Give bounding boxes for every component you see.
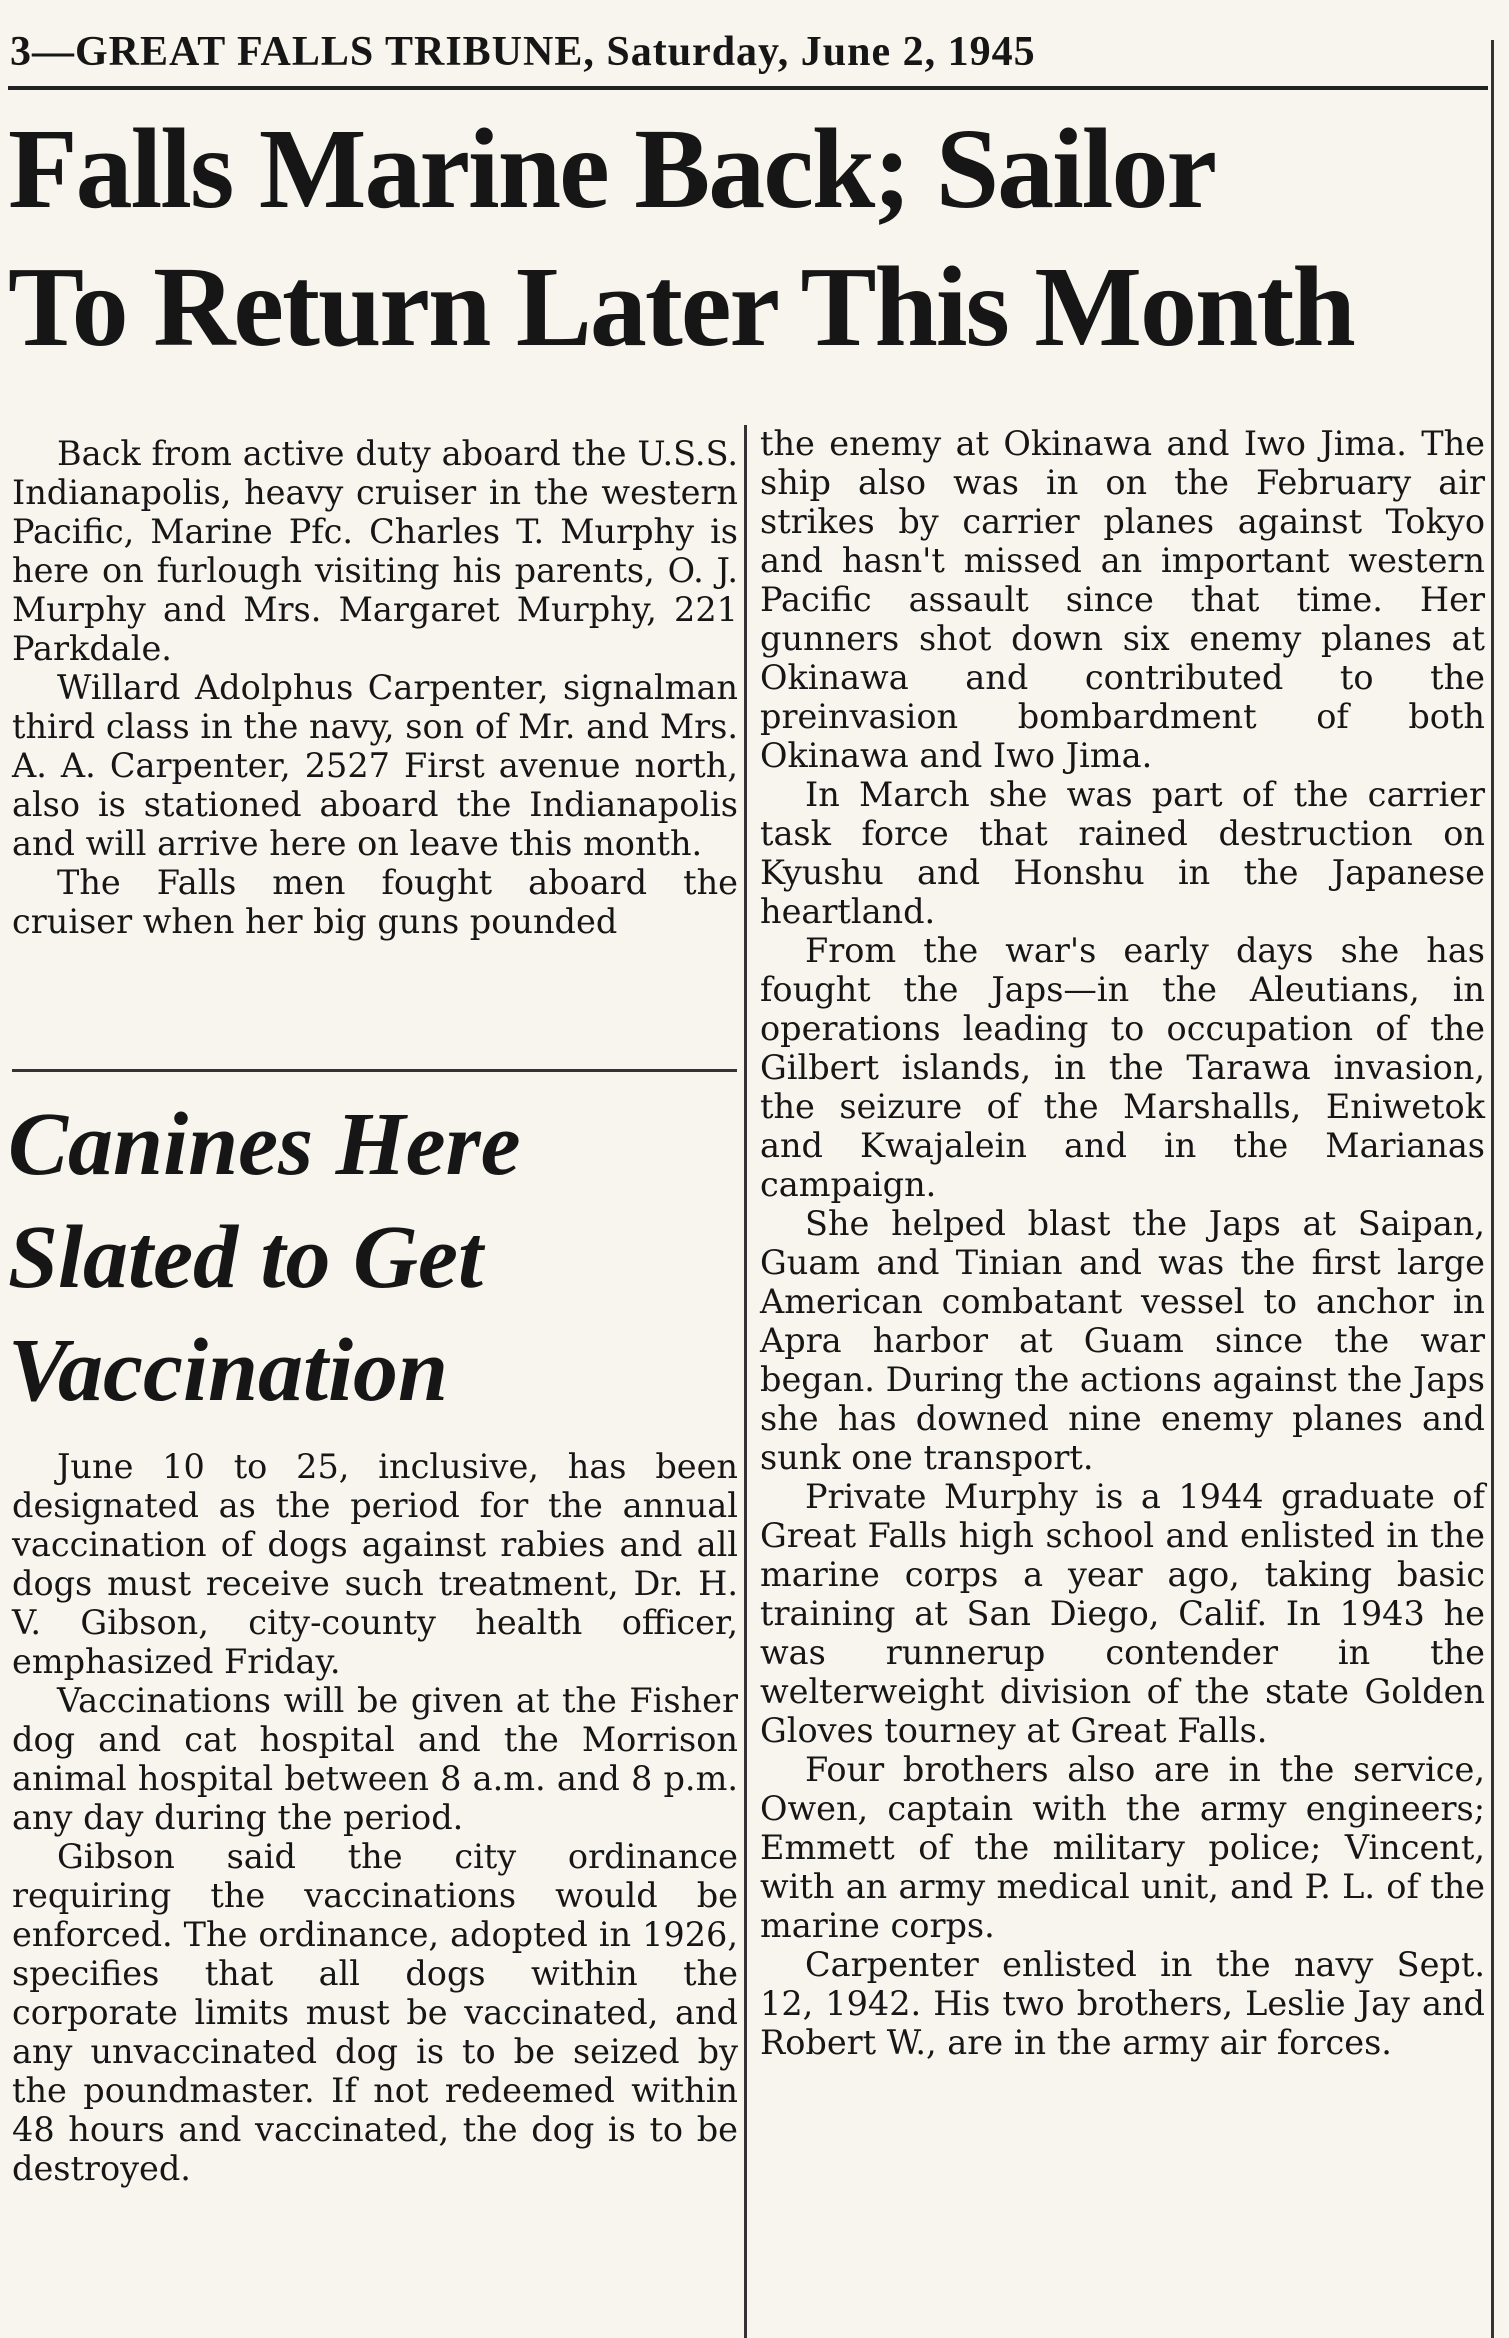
main-headline-line-1: Falls Marine Back; Sailor (8, 105, 1216, 232)
story1-paragraph: She helped blast the Japs at Saipan, Guam and Tinian and was the first large American combatant vessel to anchor in Apra harbor at Guam since the war began. During the actions against the Japs she has downed nine enemy planes and sunk one transport. (760, 1204, 1485, 1477)
masthead: 3—GREAT FALLS TRIBUNE, Saturday, June 2, 1945 (10, 29, 1036, 75)
story1-paragraph: Four brothers also are in the service, Owen, captain with the army engineers; Emmett of the military police; Vincent, with an army medical unit, and P. L. of the marine corps. (760, 1750, 1485, 1945)
page-edge-rule (1491, 40, 1494, 2338)
story1-paragraph: The Falls men fought aboard the cruiser when her big guns pounded (12, 863, 738, 941)
story2-body (12, 1447, 738, 2188)
story2-headline-line-3: Vaccination (8, 1321, 449, 1420)
story2-headline (8, 1088, 734, 1427)
story1-paragraph: Private Murphy is a 1944 graduate of Great Falls high school and enlisted in the marine corps a year ago, taking basic training at San Diego, Calif. In 1943 he was runnerup contender in the welterweight division of the state Golden Gloves tourney at Great Falls. (760, 1477, 1485, 1750)
story2-headline-line-1: Canines Here (8, 1095, 521, 1194)
story2-paragraph: Vaccinations will be given at the Fisher dog and cat hospital and the Morrison animal hospital between 8 a.m. and 8 p.m. any day during the period. (12, 1681, 738, 1837)
story1-paragraph: the enemy at Okinawa and Iwo Jima. The ship also was in on the February air strikes by carrier planes against Tokyo and hasn't missed an important western Pacific assault since that time. Her gunners shot down six enemy planes at Okinawa and contributed to the preinvasion bombardment of both Okinawa and Iwo Jima. (760, 424, 1485, 775)
story1-paragraph: Willard Adolphus Carpenter, signalman third class in the navy, son of Mr. and Mrs. A. A. Carpenter, 2527 First avenue north, also is stationed aboard the Indianapolis and will arrive here on leave this month. (12, 668, 738, 863)
main-headline-line-2: To Return Later This Month (8, 243, 1354, 370)
story1-column-right (760, 424, 1485, 2062)
story1-paragraph: Back from active duty aboard the U.S.S. Indianapolis, heavy cruiser in the western Pacific, Marine Pfc. Charles T. Murphy is here on furlough visiting his parents, O. J. Murphy and Mrs. Margaret Murphy, 221 Parkdale. (12, 434, 738, 668)
main-headline (8, 100, 1488, 376)
story1-paragraph: From the war's early days she has fought the Japs—in the Aleutians, in operations leading to occupation of the Gilbert islands, in the Tarawa invasion, the seizure of the Marshalls, Eniwetok and Kwajalein and in the Marianas campaign. (760, 931, 1485, 1204)
story1-column-left (12, 434, 738, 941)
story1-paragraph: Carpenter enlisted in the navy Sept. 12, 1942. His two brothers, Leslie Jay and Robert W., are in the army air forces. (760, 1945, 1485, 2062)
column-rule (744, 425, 747, 2338)
story2-headline-line-2: Slated to Get (8, 1208, 483, 1307)
story2-paragraph: Gibson said the city ordinance requiring the vaccinations would be enforced. The ordinance, adopted in 1926, specifies that all dogs within the corporate limits must be vaccinated, and any unvaccinated dog is to be seized by the poundmaster. If not redeemed within 48 hours and vaccinated, the dog is to be destroyed. (12, 1837, 738, 2188)
story1-paragraph: In March she was part of the carrier task force that rained destruction on Kyushu and Honshu in the Japanese heartland. (760, 775, 1485, 931)
section-divider (12, 1069, 737, 1072)
story2-paragraph: June 10 to 25, inclusive, has been designated as the period for the annual vaccination of dogs against rabies and all dogs must receive such treatment, Dr. H. V. Gibson, city-county health officer, emphasized Friday. (12, 1447, 738, 1681)
masthead-rule (8, 86, 1488, 90)
